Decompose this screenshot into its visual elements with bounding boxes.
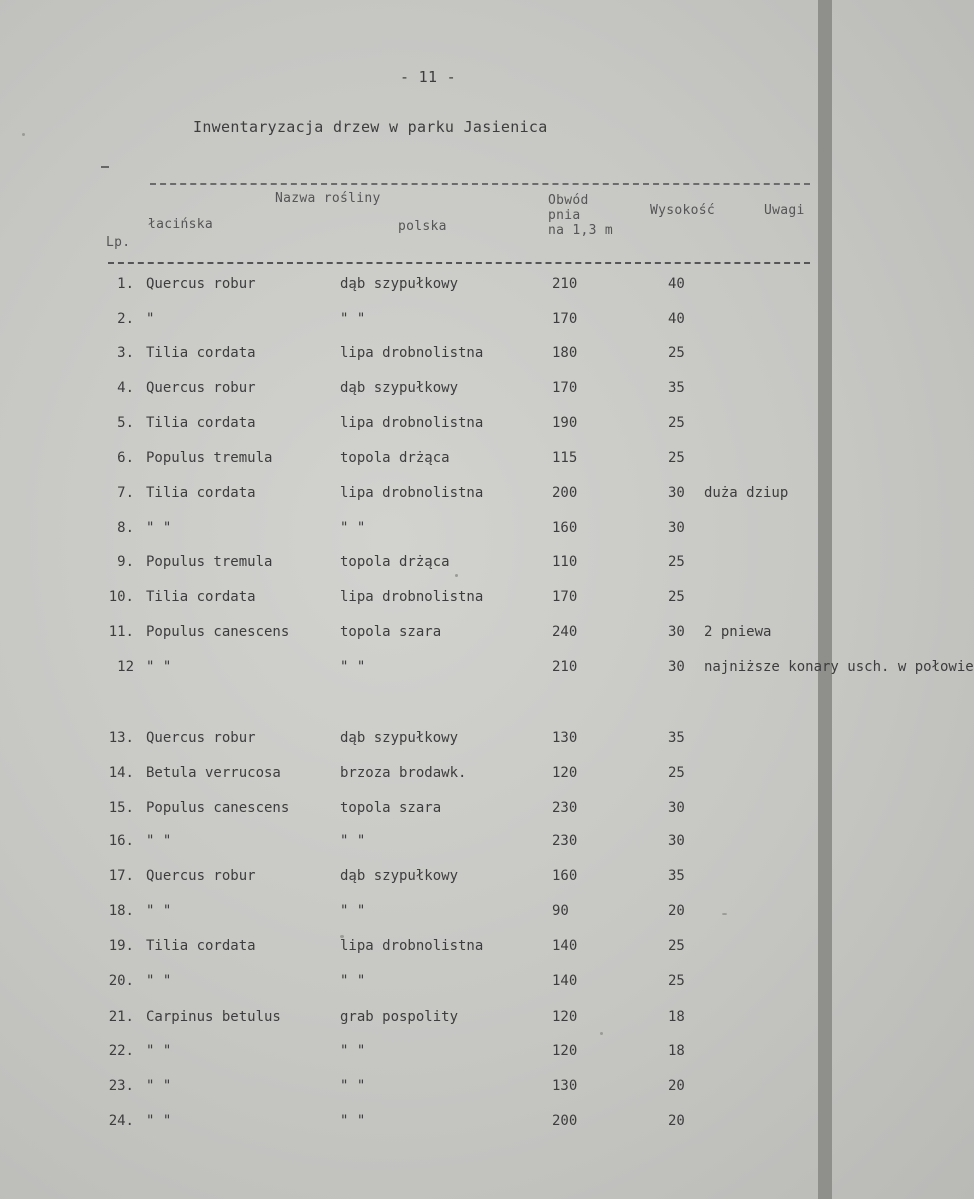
row-height: 25 (668, 345, 685, 361)
row-circumference: 120 (552, 765, 578, 781)
row-latin-name: " " (146, 659, 172, 675)
row-lp: 11. (108, 624, 134, 640)
paper-speck (455, 574, 458, 577)
row-circumference: 120 (552, 1043, 578, 1059)
row-height: 30 (668, 659, 685, 675)
table-row (0, 311, 832, 335)
row-lp: 8. (117, 520, 134, 536)
row-lp: 9. (117, 554, 134, 570)
row-circumference: 140 (552, 938, 578, 954)
row-circumference: 115 (552, 450, 578, 466)
row-circumference: 120 (552, 1009, 578, 1025)
row-polish-name: " " (340, 973, 366, 989)
row-polish-name: lipa drobnolistna (340, 345, 484, 361)
row-latin-name: Quercus robur (146, 380, 256, 396)
row-circumference: 160 (552, 520, 578, 536)
row-height: 25 (668, 973, 685, 989)
row-height: 30 (668, 624, 685, 640)
row-polish-name: dąb szypułkowy (340, 730, 459, 746)
row-latin-name: " " (146, 520, 172, 536)
row-circumference: 170 (552, 589, 578, 605)
paper-speck (340, 935, 344, 938)
row-polish-name: topola szara (340, 624, 442, 640)
row-height: 18 (668, 1043, 685, 1059)
row-height: 20 (668, 1078, 685, 1094)
row-height: 20 (668, 903, 685, 919)
row-height: 30 (668, 833, 685, 849)
row-circumference: 230 (552, 800, 578, 816)
row-circumference: 200 (552, 1113, 578, 1129)
row-lp: 6. (117, 450, 134, 466)
row-height: 30 (668, 800, 685, 816)
table-row (0, 868, 832, 892)
row-circumference: 90 (552, 903, 569, 919)
row-latin-name: Carpinus betulus (146, 1009, 281, 1025)
table-row (0, 659, 974, 683)
row-latin-name: Quercus robur (146, 730, 256, 746)
row-lp: 4. (117, 380, 134, 396)
row-height: 18 (668, 1009, 685, 1025)
row-polish-name: " " (340, 1113, 366, 1129)
row-polish-name: dąb szypułkowy (340, 868, 459, 884)
row-polish-name: dąb szypułkowy (340, 276, 459, 292)
row-latin-name: " " (146, 833, 172, 849)
row-remarks: duża dziup (704, 485, 789, 501)
table-row (0, 1113, 832, 1137)
row-latin-name: Tilia cordata (146, 485, 256, 501)
row-lp: 10. (108, 589, 134, 605)
row-latin-name: Populus tremula (146, 450, 273, 466)
row-height: 25 (668, 589, 685, 605)
row-lp: 16. (108, 833, 134, 849)
row-polish-name: lipa drobnolistna (340, 589, 484, 605)
row-height: 35 (668, 730, 685, 746)
table-row (0, 624, 832, 648)
row-lp: 7. (117, 485, 134, 501)
row-height: 35 (668, 868, 685, 884)
table-row (0, 380, 832, 404)
row-circumference: 130 (552, 730, 578, 746)
row-height: 25 (668, 415, 685, 431)
row-lp: 14. (108, 765, 134, 781)
row-remarks: najniższe konary usch. w połowie (704, 659, 974, 675)
row-lp: 22. (108, 1043, 134, 1059)
row-lp: 3. (117, 345, 134, 361)
row-latin-name: Tilia cordata (146, 415, 256, 431)
table-row (0, 554, 832, 578)
page-number: - 11 - (400, 68, 456, 86)
row-polish-name: " " (340, 1078, 366, 1094)
header-polska: polska (398, 219, 447, 234)
table-row (0, 485, 832, 509)
header-uwagi: Uwagi (764, 203, 805, 218)
table-row (0, 415, 832, 439)
table-row (0, 903, 832, 927)
row-polish-name: lipa drobnolistna (340, 938, 484, 954)
row-lp: 13. (108, 730, 134, 746)
row-latin-name: " " (146, 1043, 172, 1059)
row-polish-name: brzoza brodawk. (340, 765, 467, 781)
row-latin-name: " " (146, 1078, 172, 1094)
table-row (0, 800, 832, 824)
row-height: 25 (668, 938, 685, 954)
margin-dash (101, 166, 109, 168)
row-polish-name: " " (340, 833, 366, 849)
row-polish-name: " " (340, 903, 366, 919)
row-lp: 1. (117, 276, 134, 292)
table-row (0, 938, 832, 962)
header-lp: Lp. (106, 235, 131, 250)
row-circumference: 160 (552, 868, 578, 884)
row-polish-name: dąb szypułkowy (340, 380, 459, 396)
header-nazwa: Nazwa rośliny (275, 191, 381, 206)
table-row (0, 345, 832, 369)
row-polish-name: topola drżąca (340, 554, 450, 570)
row-lp: 17. (108, 868, 134, 884)
row-lp: 19. (108, 938, 134, 954)
row-latin-name: Tilia cordata (146, 938, 256, 954)
table-row (0, 730, 832, 754)
row-polish-name: grab pospolity (340, 1009, 459, 1025)
row-latin-name: Tilia cordata (146, 345, 256, 361)
row-circumference: 230 (552, 833, 578, 849)
header-wysokosc: Wysokość (650, 203, 716, 218)
row-height: 25 (668, 554, 685, 570)
row-height: 35 (668, 380, 685, 396)
row-lp: 20. (108, 973, 134, 989)
row-circumference: 170 (552, 380, 578, 396)
row-circumference: 170 (552, 311, 578, 327)
row-circumference: 200 (552, 485, 578, 501)
table-row (0, 973, 832, 997)
row-latin-name: " " (146, 1113, 172, 1129)
row-latin-name: Populus canescens (146, 624, 290, 640)
row-circumference: 210 (552, 276, 578, 292)
row-height: 40 (668, 311, 685, 327)
row-circumference: 140 (552, 973, 578, 989)
row-circumference: 190 (552, 415, 578, 431)
row-latin-name: Quercus robur (146, 868, 256, 884)
row-lp: 18. (108, 903, 134, 919)
row-latin-name: " " (146, 903, 172, 919)
row-polish-name: topola szara (340, 800, 442, 816)
row-polish-name: " " (340, 1043, 366, 1059)
header-obwod: Obwód pnia na 1,3 m (548, 193, 614, 238)
row-height: 40 (668, 276, 685, 292)
row-circumference: 240 (552, 624, 578, 640)
row-latin-name: Populus canescens (146, 800, 290, 816)
table-row (0, 276, 832, 300)
paper-speck (722, 913, 727, 915)
table-row (0, 1043, 832, 1067)
row-lp: 24. (108, 1113, 134, 1129)
header-top-rule (150, 183, 810, 185)
row-latin-name: Quercus robur (146, 276, 256, 292)
table-row (0, 1009, 832, 1033)
row-polish-name: topola drżąca (340, 450, 450, 466)
table-row (0, 589, 832, 613)
row-polish-name: lipa drobnolistna (340, 485, 484, 501)
row-circumference: 110 (552, 554, 578, 570)
paper-speck (600, 1032, 603, 1035)
row-lp: 5. (117, 415, 134, 431)
row-height: 30 (668, 485, 685, 501)
document-title: Inwentaryzacja drzew w parku Jasienica (193, 118, 548, 136)
row-remarks: 2 pniewa (704, 624, 772, 640)
row-polish-name: " " (340, 659, 366, 675)
row-circumference: 130 (552, 1078, 578, 1094)
table-row (0, 1078, 832, 1102)
row-latin-name: " " (146, 973, 172, 989)
row-lp: 12 (117, 659, 134, 675)
table-row (0, 765, 832, 789)
row-height: 25 (668, 765, 685, 781)
row-circumference: 210 (552, 659, 578, 675)
row-latin-name: " (146, 311, 155, 327)
row-lp: 21. (108, 1009, 134, 1025)
table-row (0, 450, 832, 474)
row-polish-name: lipa drobnolistna (340, 415, 484, 431)
row-latin-name: Betula verrucosa (146, 765, 281, 781)
header-bottom-rule (108, 262, 810, 264)
table-row (0, 520, 832, 544)
row-latin-name: Tilia cordata (146, 589, 256, 605)
row-latin-name: Populus tremula (146, 554, 273, 570)
row-lp: 2. (117, 311, 134, 327)
table-row (0, 833, 832, 857)
paper-speck (22, 133, 25, 136)
row-polish-name: " " (340, 520, 366, 536)
row-polish-name: " " (340, 311, 366, 327)
header-lacinska: łacińska (148, 217, 214, 232)
row-lp: 23. (108, 1078, 134, 1094)
row-circumference: 180 (552, 345, 578, 361)
row-lp: 15. (108, 800, 134, 816)
row-height: 25 (668, 450, 685, 466)
row-height: 20 (668, 1113, 685, 1129)
row-height: 30 (668, 520, 685, 536)
